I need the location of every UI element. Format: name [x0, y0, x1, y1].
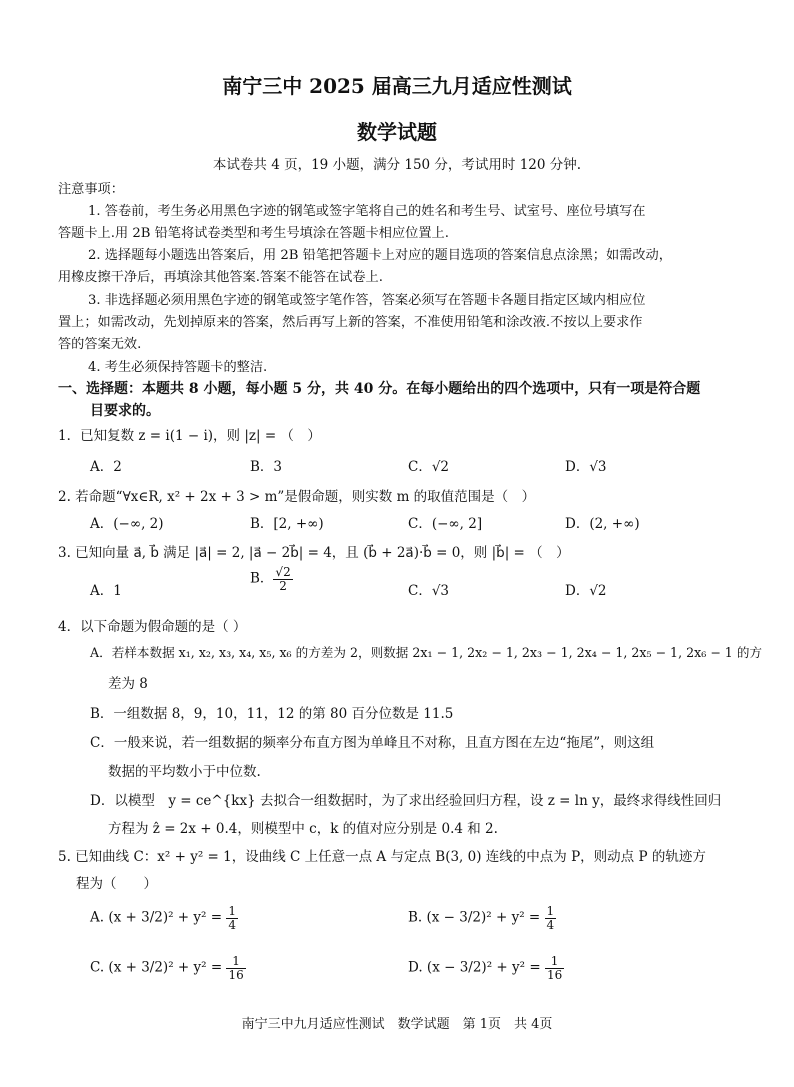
- question-4-stem: 4．以下命题为假命题的是（ ）: [58, 619, 247, 635]
- question-5-option-a-expr: A. (x + 3/2)² + y² =: [90, 909, 227, 926]
- exam-title: 南宁三中 2025 届高三九月适应性测试: [222, 74, 572, 98]
- notice-line-8: 4. 考生必须保持答题卡的整洁.: [88, 360, 268, 375]
- question-5-option-a: [90, 905, 238, 931]
- section-heading-line-2: 目要求的。: [90, 403, 160, 419]
- notice-heading: 注意事项：: [58, 182, 124, 197]
- question-5-option-c-fraction: $\frac{1}{16}$: [228, 954, 244, 982]
- question-1-option-a: A．2: [90, 459, 122, 475]
- question-5-option-d-expr: D. (x − 3/2)² + y² =: [408, 959, 545, 976]
- question-1-stem: 1．已知复数 z = i(1 − i)，则 |z| = （ ）: [58, 428, 321, 444]
- question-3-option-c: C．√3: [408, 583, 450, 599]
- notice-line-5: 3. 非选择题必须用黑色字迹的钢笔或签字笔作答，答案必须写在答题卡各题目指定区域内相应位: [88, 293, 646, 308]
- question-2-option-a: A．(−∞, 2): [90, 516, 164, 532]
- question-5-option-c-expr: C. (x + 3/2)² + y² =: [90, 959, 227, 976]
- question-5-stem-line-1: 5. 已知曲线 C：x² + y² = 1，设曲线 C 上任意一点 A 与定点 B(3, 0) 连线的中点为 P，则动点 P 的轨迹方: [58, 849, 706, 865]
- question-2-option-c: C．(−∞, 2]: [408, 516, 483, 532]
- section-heading-line-1: 一、选择题：本题共 8 小题，每小题 5 分，共 40 分。在每小题给出的四个选项中，只有一项是符合题: [58, 381, 701, 397]
- question-2-stem: 2. 若命题“∀x∈R, x² + 2x + 3 > m”是假命题，则实数 m 的取值范围是（ ）: [58, 489, 536, 505]
- question-4-option-d-line-2: 方程为 ẑ = 2x + 0.4，则模型中 c，k 的值对应分别是 0.4 和 2.: [108, 821, 498, 837]
- question-4-option-c-line-2: 数据的平均数小于中位数.: [108, 764, 261, 780]
- question-3-option-b: [250, 566, 293, 592]
- question-5-option-b-fraction: $\frac{1}{4}$: [546, 904, 555, 932]
- question-5-option-c: [90, 955, 246, 981]
- exam-subtitle: 数学试题: [357, 120, 437, 144]
- question-1-option-b: B．3: [250, 459, 283, 475]
- notice-line-7: 答的答案无效.: [58, 337, 142, 352]
- question-3-option-a: A．1: [90, 583, 122, 599]
- notice-line-3: 2. 选择题每小题选出答案后，用 2B 铅笔把答题卡上对应的题目选项的答案信息点涂黑；如需改动，: [88, 248, 672, 263]
- question-3-option-b-label: B．: [250, 570, 274, 587]
- question-2-option-d: D．(2, +∞): [565, 516, 640, 532]
- question-4-option-a-line-2: 差为 8: [108, 676, 148, 692]
- notice-line-4: 用橡皮擦干净后，再填涂其他答案.答案不能答在试卷上.: [58, 270, 383, 285]
- page-footer: 南宁三中九月适应性测试 数学试题 第 1页 共 4页: [241, 1017, 553, 1032]
- question-5-stem-line-2: 程为（ ）: [76, 876, 157, 892]
- question-2-option-b: B．[2, +∞): [250, 516, 324, 532]
- question-1-option-d: D．√3: [565, 459, 607, 475]
- notice-line-1: 1. 答卷前，考生务必用黑色字迹的钢笔或签字笔将自己的姓名和考生号、试室号、座位号填写在: [88, 204, 646, 219]
- question-3-option-b-fraction: $\frac{√2}{2}$: [275, 565, 291, 593]
- question-1-option-c: C．√2: [408, 459, 450, 475]
- question-5-option-b-expr: B. (x − 3/2)² + y² =: [408, 909, 545, 926]
- question-5-option-b: [408, 905, 556, 931]
- notice-line-6: 置上；如需改动，先划掉原来的答案，然后再写上新的答案，不准使用铅笔和涂改液.不按以上要求作: [58, 315, 643, 330]
- question-4-option-d-line-1: D．以模型 y = ce^{kx} 去拟合一组数据时，为了求出经验回归方程，设 z = ln y，最终求得线性回归: [90, 793, 722, 809]
- question-4-option-a-line-1: A．若样本数据 x₁, x₂, x₃, x₄, x₅, x₆ 的方差为 2，则数据 2x₁ − 1, 2x₂ − 1, 2x₃ − 1, 2x₄ − 1, 2x₅ − 1, 2x₆ − 1 的方: [90, 645, 763, 660]
- question-5-option-a-fraction: $\frac{1}{4}$: [228, 904, 236, 932]
- question-4-option-c-line-1: C．一般来说，若一组数据的频率分布直方图为单峰且不对称，且直方图在左边“拖尾”，则这组: [90, 735, 655, 751]
- notice-line-2: 答题卡上.用 2B 铅笔将试卷类型和考生号填涂在答题卡相应位置上.: [58, 226, 449, 241]
- exam-intro: 本试卷共 4 页，19 小题，满分 150 分，考试用时 120 分钟.: [212, 157, 582, 173]
- question-5-option-d-fraction: $\frac{1}{16}$: [546, 954, 563, 982]
- question-4-option-b: B．一组数据 8，9，10，11，12 的第 80 百分位数是 11.5: [90, 706, 454, 722]
- question-5-option-d: [408, 955, 564, 981]
- question-3-stem: 3. 已知向量 a⃗, b⃗ 满足 |a⃗| = 2, |a⃗ − 2b⃗| = 4，且 (b⃗ + 2a⃗)·b⃗ = 0，则 |b⃗| = （ ）: [58, 545, 570, 561]
- question-3-option-d: D．√2: [565, 583, 607, 599]
